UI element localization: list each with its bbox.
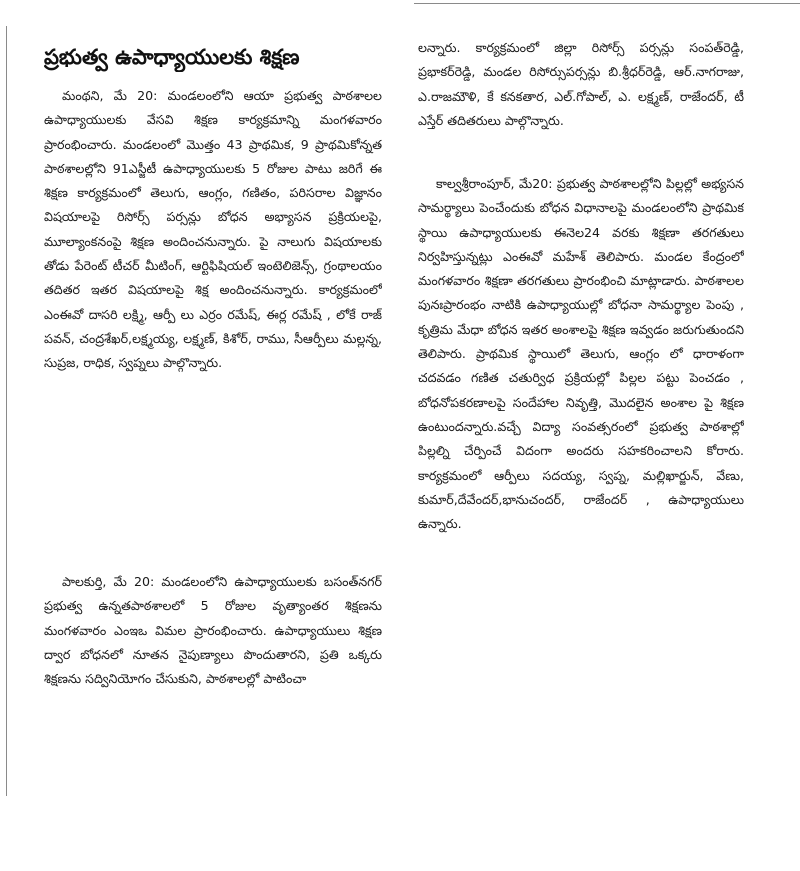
article-headline: ప్రభుత్వ ఉపాధ్యాయులకు శిక్షణ [44,45,300,70]
article-paragraph-palakurthi-continued: లన్నారు. కార్యక్రమంలో జిల్లా రిసోర్స్ పర్సన్లు సంపత్‌రెడ్డి, ప్రభాకర్‌రెడ్డి, మండల రిసోర్సుపర్సన్లు బి.శ్రీధర్‌రెడ్డి, ఆర్.నాగరాజు, ఎ.రాజమౌళి, కే కనకతార, ఎల్.గోపాల్, ఎ. లక్ష్మణ్, రాజేందర్, టీ ఎస్తేర్ తదితరులు పాల్గొన్నారు. [418,40,744,128]
top-rule [414,3,800,4]
article-paragraph-palakurthi: పాలకుర్తి, మే 20: మండలంలోని ఉపాధ్యాయులకు బసంత్‌నగర్ ప్రభుత్వ ఉన్నతపాఠశాలలో 5 రోజుల వృత్యాంతర శిక్షణను మంగళవారం ఎంఇఒ విమల ప్రారంభించారు. ఉపాధ్యాయులు శిక్షణ ద్వార బోధనలో నూతన నైపుణ్యాలు పొందుతారని, ప్రతి ఒక్కరు శిక్షణను సద్వినియోగం చేసుకుని, పాఠశాలల్లో పాటించా [44,574,382,687]
left-column-rule [6,26,7,796]
article-paragraph-kalvasrirampur: కాల్వశ్రీరాంపూర్, మే20: ప్రభుత్వ పాఠశాలల్లోని పిల్లల్లో అభ్యసన సామర్థ్యాలు పెంచేందుకు బోధన విధానాలపై మండలంలోని ప్రాథమిక స్థాయి ఉపాధ్యాయులకు ఈనెల24 వరకు శిక్షణా తరగతులు నిర్వహిస్తున్నట్లు ఎంఈవో మహేశ్ తెలిపారు. మండల కేంద్రంలో మంగళవారం శిక్షణా తరగతులు ప్రారంభించి మాట్లాడారు. పాఠశాలల పునఃప్రారంభం నాటికి ఉపాధ్యాయుల్లో బోధనా సామర్థ్యాల పెంపు , కృత్రిమ మేధా బోధన ఇతర అంశాలపై శిక్షణ ఇవ్వడం జరుగుతుందని తెలిపారు. ప్రాథమిక స్థాయిలో తెలుగు, ఆంగ్లం లో ధారాళంగా చదవడం గణిత చతుర్విధ ప్రక్రియల్లో పిల్లల పట్టు పెంచడం , బోధనోపకరణాలపై సందేహాల నివృత్తి, మొదలైన అంశాల పై శిక్షణ ఉంటుందన్నారు.వచ్చే విద్యా సంవత్సరంలో ప్రభుత్వ పాఠశాల్లో పిల్లల్ని చేర్పించే విదంగా అందరు సహకరించాలని కోరారు. కార్యక్రమంలో ఆర్పీలు సదయ్య, స్వప్న, మల్లిఖార్జున్, వేణు, కుమార్,దేవేందర్,భానుచందర్, రాజేందర్ , ఉపాధ్యాయులు ఉన్నారు. [418,176,744,532]
article-paragraph-manthani: మంథని, మే 20: మండలంలోని ఆయా ప్రభుత్వ పాఠశాలల ఉపాధ్యాయులకు వేసవి శిక్షణ కార్యక్రమాన్ని మంగళవారం ప్రారంభించారు. మండలంలో మొత్తం 43 ప్రాథమిక, 9 ప్రాథమికోన్నత పాఠశాలల్లోని 91ఎస్జీటీ ఉపాధ్యాయులకు 5 రోజుల పాటు జరిగే ఈ శిక్షణ కార్యక్రమంలో తెలుగు, ఆంగ్లం, గణితం, పరిసరాల విజ్ఞానం విషయాలపై రిసోర్స్ పర్సన్లు బోధన అభ్యాసన ప్రక్రియలపై, మూల్యాంకనంపై శిక్షణ అందించనున్నారు. పై నాలుగు విషయాలకు తోడు పేరెంట్ టీచర్ మీటింగ్, ఆర్టిఫిషియల్ ఇంటెలిజెన్స్, గ్రంథాలయం తదితర ఇతర విషయాలపై శిక్ష అందించనున్నారు. కార్యక్రమంలో ఎంఈవో దాసరి లక్ష్మి, ఆర్పీ లు ఎర్రం రమేష్, ఈర్ల రమేష్ , లోకే రాజ్ పవన్, చంద్రశేఖర్,లక్ష్మయ్య, లక్ష్మణ్, కిశోర్, రాము, సీఆర్పీలు మల్లన్న, సుప్రజ, రాధిక, స్వప్నలు పాల్గొన్నారు. [44,88,382,371]
